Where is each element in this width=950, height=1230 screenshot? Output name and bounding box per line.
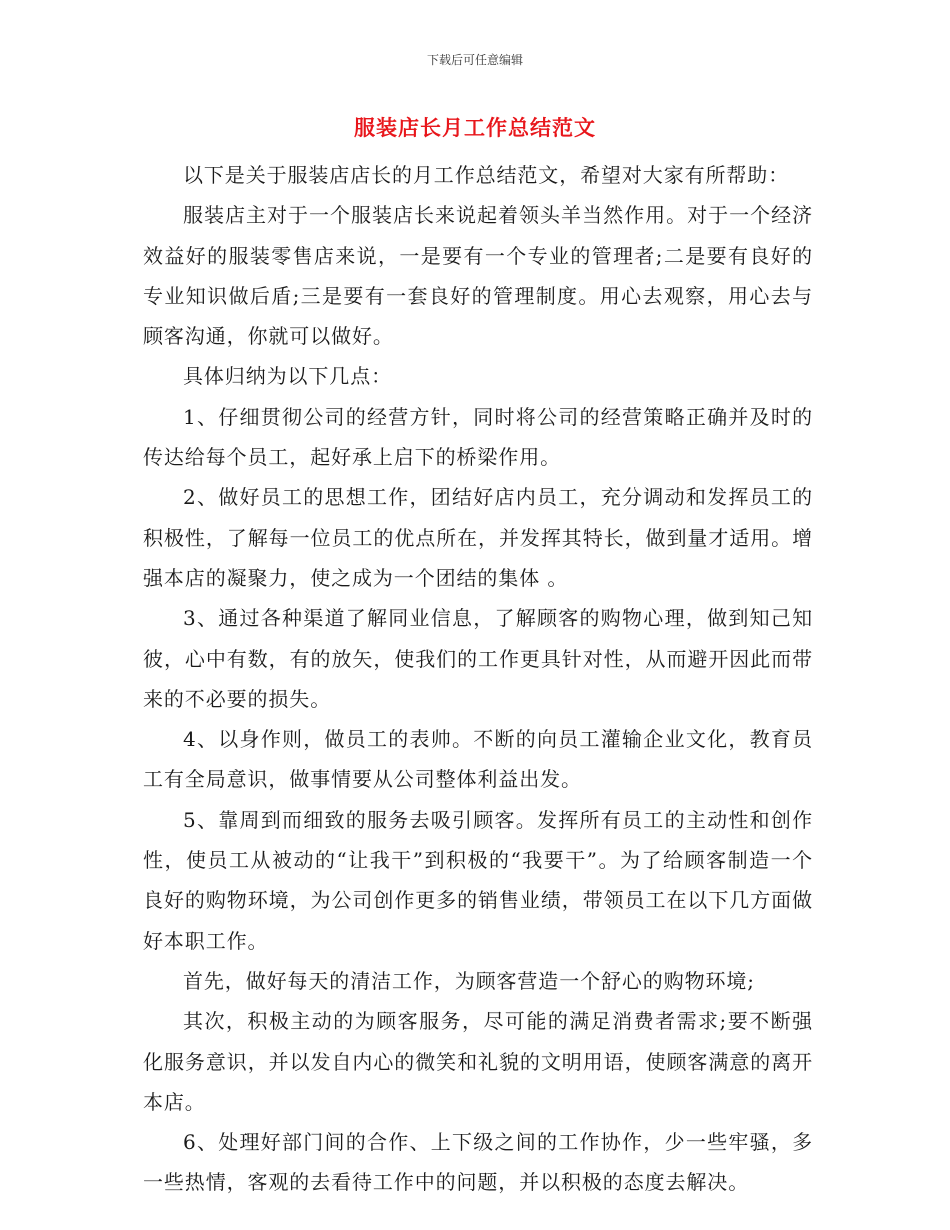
list-item-3: 3、通过各种渠道了解同业信息，了解顾客的购物心理，做到知己知彼，心中有数，有的放矢，使我们的工作更具针对性，从而避开因此而带来的不必要的损失。 — [143, 606, 813, 711]
body-paragraph: 服装店主对于一个服装店长来说起着领头羊当然作用。对于一个经济效益好的服装零售店来说，一是要有一个专业的管理者;二是要有良好的专业知识做后盾;三是要有一套良好的管理制度。用心去观察，用心去与顾客沟通，你就可以做好。 — [143, 203, 813, 349]
summary-heading-paragraph: 具体归纳为以下几点： — [183, 364, 392, 389]
sub-item-second: 其次，积极主动的为顾客服务，尽可能的满足消费者需求;要不断强化服务意识，并以发自内心的微笑和礼貌的文明用语，使顾客满意的离开本店。 — [143, 1009, 813, 1114]
intro-paragraph: 以下是关于服装店店长的月工作总结范文，希望对大家有所帮助： — [183, 163, 790, 187]
list-item-4: 4、以身作则，做员工的表帅。不断的向员工灌输企业文化，教育员工有全局意识，做事情要从公司整体利益出发。 — [143, 727, 813, 792]
list-item-5: 5、靠周到而细致的服务去吸引顾客。发挥所有员工的主动性和创作性，使员工从被动的“让我干”到积极的“我要干”。为了给顾客制造一个良好的购物环境，为公司创作更多的销售业绩，带领员工在以下几方面做好本职工作。 — [143, 807, 813, 953]
document-title: 服装店长月工作总结范文 — [354, 115, 596, 140]
sub-item-first: 首先，做好每天的清洁工作，为顾客营造一个舒心的购物环境; — [183, 968, 755, 993]
list-item-2: 2、做好员工的思想工作，团结好店内员工，充分调动和发挥员工的积极性，了解每一位员工的优点所在，并发挥其特长，做到量才适用。增强本店的凝聚力，使之成为一个团结的集体 。 — [143, 485, 813, 590]
list-item-1: 1、仔细贯彻公司的经营方针，同时将公司的经营策略正确并及时的传达给每个员工，起好承上启下的桥梁作用。 — [143, 404, 813, 470]
document-body — [143, 155, 813, 1203]
list-item-6: 6、处理好部门间的合作、上下级之间的工作协作，少一些牢骚，多一些热情，客观的去看待工作中的问题，并以积极的态度去解决。 — [143, 1130, 813, 1195]
page-header: 下载后可任意编辑 — [426, 53, 523, 67]
